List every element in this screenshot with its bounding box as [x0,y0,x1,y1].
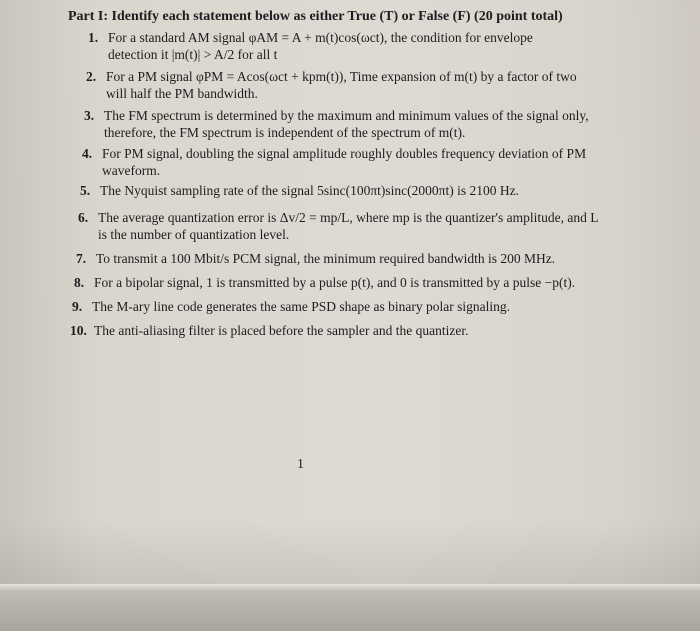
question-text-continued: therefore, the FM spectrum is independent of the spectrum of m(t). [104,125,466,140]
question-8 [74,274,575,291]
question-number: 1. [88,30,99,45]
question-10 [70,322,468,339]
page-number: 1 [297,457,304,472]
question-number: 5. [80,183,91,198]
question-text: The FM spectrum is determined by the maximum and minimum values of the signal only, [104,108,589,123]
question-text: For PM signal, doubling the signal amplitude roughly doubles frequency deviation of PM [102,146,587,161]
question-2 [86,68,577,102]
question-text-continued: is the number of quantization level. [98,227,290,242]
question-text: To transmit a 100 Mbit/s PCM signal, the minimum required bandwidth is 200 MHz. [96,251,556,266]
question-number: 2. [86,69,97,84]
question-4 [82,145,586,179]
question-9 [72,298,510,315]
section-title: Part I: Identify each statement below as either True (T) or False (F) (20 point total) [68,9,563,24]
question-number: 8. [74,275,85,290]
question-number: 6. [78,210,89,225]
question-text: The M-ary line code generates the same PSD shape as binary polar signaling. [92,299,510,314]
question-3 [84,107,589,141]
question-5 [80,182,519,199]
question-text-continued: will half the PM bandwidth. [106,86,258,101]
question-text-continued: detection it |m(t)| > A/2 for all t [108,47,278,62]
question-number: 10. [70,323,87,338]
question-text: For a bipolar signal, 1 is transmitted by a pulse p(t), and 0 is transmitted by a pulse −p(t). [94,275,576,290]
question-number: 9. [72,299,83,314]
question-7 [76,250,555,267]
question-6 [78,209,598,243]
question-text: For a standard AM signal φAM = A + m(t)cos(ωct), the condition for envelope [108,30,533,45]
question-number: 3. [84,108,95,123]
question-text-continued: waveform. [102,163,161,178]
question-text: The Nyquist sampling rate of the signal 5sinc(100πt)sinc(2000πt) is 2100 Hz. [100,183,519,198]
question-number: 4. [82,146,93,161]
question-text: The anti-aliasing filter is placed before the sampler and the quantizer. [94,323,469,338]
question-text: For a PM signal φPM = Acos(ωct + kpm(t)), Time expansion of m(t) by a factor of two [106,69,577,84]
question-text: The average quantization error is Δv/2 = mp/L, where mp is the quantizer's amplitude, and L [98,210,599,225]
question-1 [88,29,533,63]
question-number: 7. [76,251,87,266]
